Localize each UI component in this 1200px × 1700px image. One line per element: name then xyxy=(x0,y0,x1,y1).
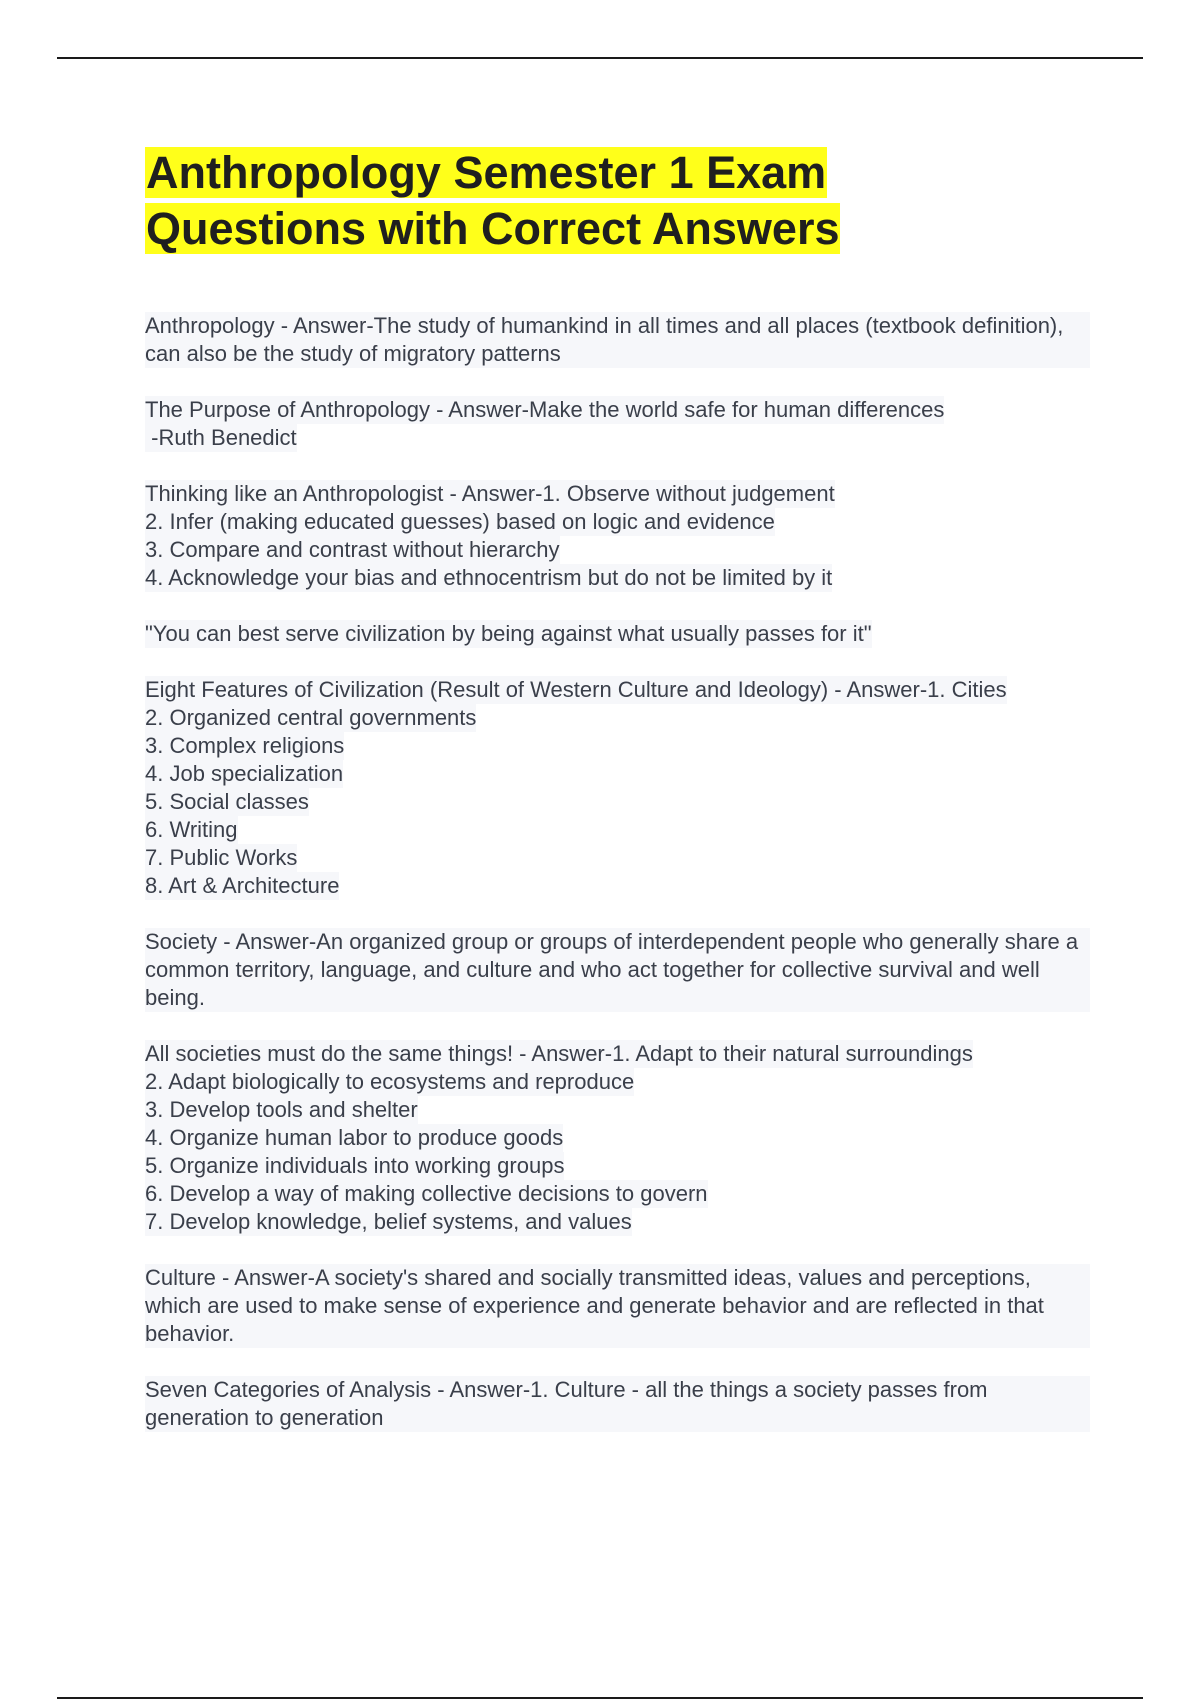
top-rule xyxy=(57,57,1143,59)
qa-line: 4. Acknowledge your bias and ethnocentrism but do not be limited by it xyxy=(145,565,833,590)
document-body xyxy=(145,145,1105,1460)
qa-entry xyxy=(145,480,1105,592)
qa-line: 7. Public Works xyxy=(145,845,298,870)
qa-list xyxy=(145,312,1105,1432)
title-line-1: Anthropology Semester 1 Exam xyxy=(146,147,827,198)
qa-line: 7. Develop knowledge, belief systems, and values xyxy=(145,1209,632,1234)
qa-entry xyxy=(145,1040,1105,1236)
qa-line: Anthropology - Answer-The study of humankind in all times and all places (textbook definition), can also be the study of migratory patterns xyxy=(145,312,1090,368)
qa-entry xyxy=(145,928,1105,1012)
qa-line: 6. Writing xyxy=(145,817,238,842)
qa-line: The Purpose of Anthropology - Answer-Make the world safe for human differences xyxy=(145,397,945,422)
qa-line: All societies must do the same things! - Answer-1. Adapt to their natural surroundings xyxy=(145,1041,973,1066)
qa-line: 4. Organize human labor to produce goods xyxy=(145,1125,564,1150)
qa-entry xyxy=(145,312,1105,368)
qa-entry xyxy=(145,1376,1105,1432)
qa-line: 3. Compare and contrast without hierarchy xyxy=(145,537,560,562)
title-line-2: Questions with Correct Answers xyxy=(146,203,840,254)
qa-line: -Ruth Benedict xyxy=(145,425,297,450)
qa-line: "You can best serve civilization by being against what usually passes for it" xyxy=(145,621,872,646)
bottom-rule xyxy=(57,1697,1143,1699)
qa-line: Eight Features of Civilization (Result of Western Culture and Ideology) - Answer-1. Cities xyxy=(145,677,1007,702)
qa-line: 2. Adapt biologically to ecosystems and reproduce xyxy=(145,1069,635,1094)
qa-line: Seven Categories of Analysis - Answer-1. Culture - all the things a society passes from generation to generation xyxy=(145,1376,1090,1432)
qa-line: 6. Develop a way of making collective decisions to govern xyxy=(145,1181,708,1206)
qa-line: Society - Answer-An organized group or groups of interdependent people who generally share a common territory, language, and culture and who act together for collective survival and well being. xyxy=(145,928,1090,1012)
qa-entry xyxy=(145,620,1105,648)
qa-line: Thinking like an Anthropologist - Answer-1. Observe without judgement xyxy=(145,481,835,506)
qa-line: Culture - Answer-A society's shared and socially transmitted ideas, values and perceptions, which are used to make sense of experience and generate behavior and are reflected in that behavior. xyxy=(145,1264,1090,1348)
qa-line: 5. Organize individuals into working groups xyxy=(145,1153,565,1178)
qa-line: 8. Art & Architecture xyxy=(145,873,340,898)
qa-line: 3. Develop tools and shelter xyxy=(145,1097,418,1122)
qa-line: 2. Organized central governments xyxy=(145,705,477,730)
qa-entry xyxy=(145,1264,1105,1348)
qa-line: 5. Social classes xyxy=(145,789,309,814)
qa-entry xyxy=(145,396,1105,452)
qa-line: 2. Infer (making educated guesses) based on logic and evidence xyxy=(145,509,775,534)
qa-line: 4. Job specialization xyxy=(145,761,344,786)
qa-line: 3. Complex religions xyxy=(145,733,345,758)
document-title xyxy=(145,145,1105,257)
qa-entry xyxy=(145,676,1105,900)
